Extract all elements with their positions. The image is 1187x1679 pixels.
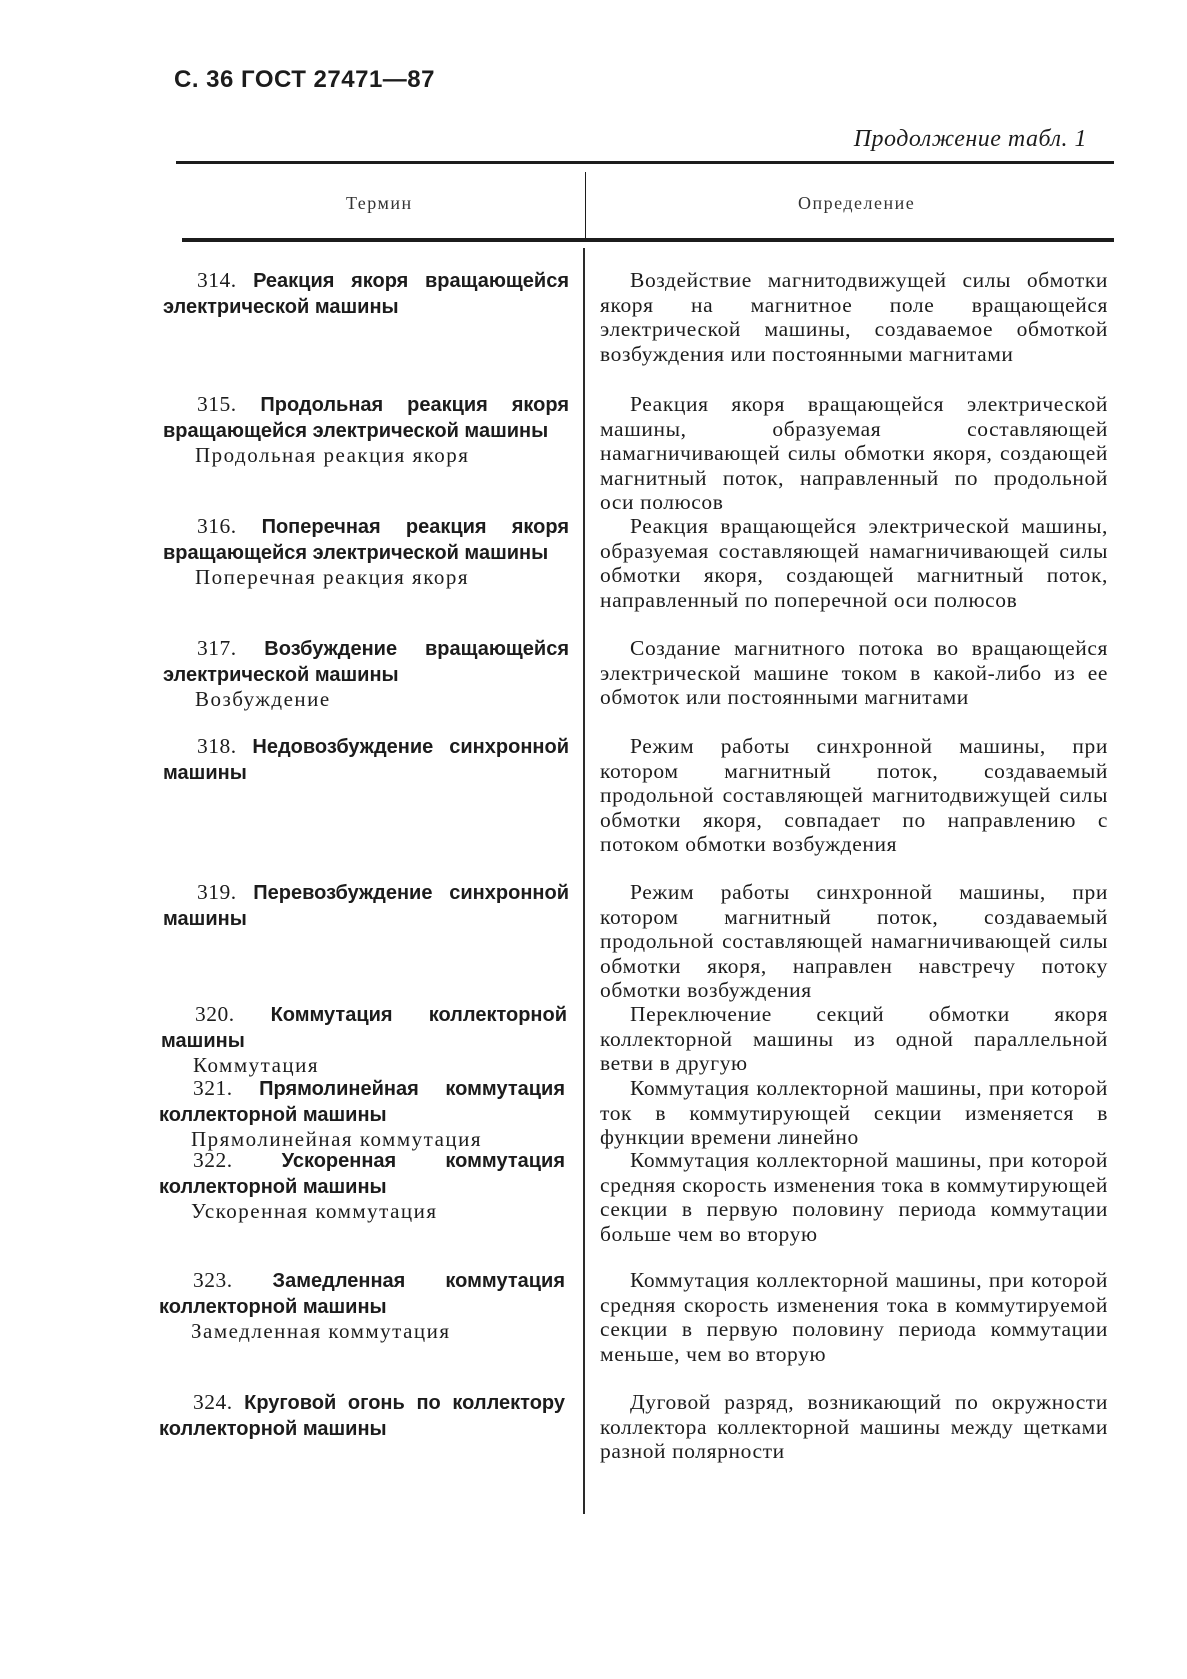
table-top-rule: [176, 161, 1114, 164]
term-number: 319.: [197, 880, 237, 904]
term-name: Возбуждение вращающейся электрической машины: [163, 638, 569, 686]
term-number: 324.: [193, 1390, 233, 1414]
header-bottom-rule: [182, 238, 1114, 242]
page-reference: С. 36 ГОСТ 27471—87: [174, 66, 435, 93]
term-short-form: Прямолинейная коммутация: [191, 1127, 483, 1151]
body-column-divider: [583, 248, 585, 1514]
term-short-form: Продольная реакция якоря: [195, 443, 470, 467]
term-name: Перевозбуждение синхронной машины: [163, 882, 569, 930]
term-name: Поперечная реакция якоря вращающейся электрической машины: [163, 516, 569, 564]
term-short-form: Замедленная коммутация: [191, 1319, 451, 1343]
term-name: Круговой огонь по коллектору коллекторной машины: [159, 1392, 565, 1440]
column-header-definition: Определение: [798, 193, 916, 213]
term-number: 321.: [193, 1076, 233, 1100]
term-name: Прямолинейная коммутация коллекторной машины: [159, 1078, 565, 1126]
term-short-form: Поперечная реакция якоря: [195, 565, 469, 589]
term-number: 315.: [197, 392, 237, 416]
term-entry-324: [159, 1390, 565, 1441]
term-entry-320: [161, 1002, 567, 1078]
term-number: 320.: [195, 1002, 235, 1026]
definition-319: Режим работы синхронной машины, при котором магнитный поток, создаваемый продольной составляющей намагничивающей силы обмотки якоря, направлен навстречу потоку обмотки возбуждения: [600, 880, 1108, 1002]
term-name: Недовозбуждение синхронной машины: [163, 736, 569, 784]
term-entry-321: [159, 1076, 565, 1152]
definition-314: Воздействие магнитодвижущей силы обмотки якоря на магнитное поле вращающейся электрической машины, создаваемое обмоткой возбуждения или постоянными магнитами: [600, 268, 1108, 366]
definition-321: Коммутация коллекторной машины, при которой ток в коммутирующей секции изменяется в функции времени линейно: [600, 1076, 1108, 1149]
term-name: Продольная реакция якоря вращающейся электрической машины: [163, 394, 570, 442]
term-number: 314.: [197, 268, 237, 292]
term-entry-317: [163, 636, 569, 712]
definition-324: Дуговой разряд, возникающий по окружности коллектора коллекторной машины между щетками разной полярности: [600, 1390, 1108, 1463]
term-entry-318: [163, 734, 569, 785]
definition-315: Реакция якоря вращающейся электрической машины, образуемая составляющей намагничивающей силы обмотки якоря, создающей магнитный поток, направленный по продольной оси полюсов: [600, 392, 1108, 514]
term-name: Ускоренная коммутация коллекторной машины: [159, 1150, 565, 1198]
term-short-form: Коммутация: [193, 1053, 320, 1077]
term-number: 317.: [197, 636, 237, 660]
column-header-term: Термин: [346, 193, 413, 213]
term-number: 323.: [193, 1268, 233, 1292]
term-entry-316: [163, 514, 569, 590]
term-number: 318.: [197, 734, 237, 758]
definition-317: Создание магнитного потока во вращающейся электрической машине током в какой-либо из ее обмоток или постоянными магнитами: [600, 636, 1108, 709]
term-name: Реакция якоря вращающейся электрической машины: [163, 270, 569, 318]
term-short-form: Возбуждение: [195, 687, 331, 711]
definition-322: Коммутация коллекторной машины, при которой средняя скорость изменения тока в коммутирующей секции в первую половину периода коммутации больше чем во вторую: [600, 1148, 1108, 1246]
definition-320: Переключение секций обмотки якоря коллекторной машины из одной параллельной ветви в другую: [600, 1002, 1108, 1075]
definition-316: Реакция вращающейся электрической машины, образуемая составляющей намагничивающей силы обмотки якоря, создающей магнитный поток, направленный по поперечной оси полюсов: [600, 514, 1108, 612]
definition-318: Режим работы синхронной машины, при котором магнитный поток, создаваемый продольной составляющей магнитодвижущей силы обмотки якоря, совпадает по направлению с потоком обмотки возбуждения: [600, 734, 1108, 856]
definition-323: Коммутация коллекторной машины, при которой средняя скорость изменения тока в коммутируемой секции в первую половину периода коммутации меньше, чем во вторую: [600, 1268, 1108, 1366]
term-entry-314: [163, 268, 569, 319]
term-name: Коммутация коллекторной машины: [161, 1004, 568, 1052]
term-entry-322: [159, 1148, 565, 1224]
term-entry-323: [159, 1268, 565, 1344]
term-name: Замедленная коммутация коллекторной машины: [159, 1270, 565, 1318]
term-entry-315: [163, 392, 569, 468]
table-continuation-note: Продолжение табл. 1: [853, 126, 1087, 152]
header-column-divider: [585, 172, 586, 238]
term-short-form: Ускоренная коммутация: [191, 1199, 438, 1223]
term-number: 316.: [197, 514, 237, 538]
term-entry-319: [163, 880, 569, 931]
term-number: 322.: [193, 1148, 233, 1172]
